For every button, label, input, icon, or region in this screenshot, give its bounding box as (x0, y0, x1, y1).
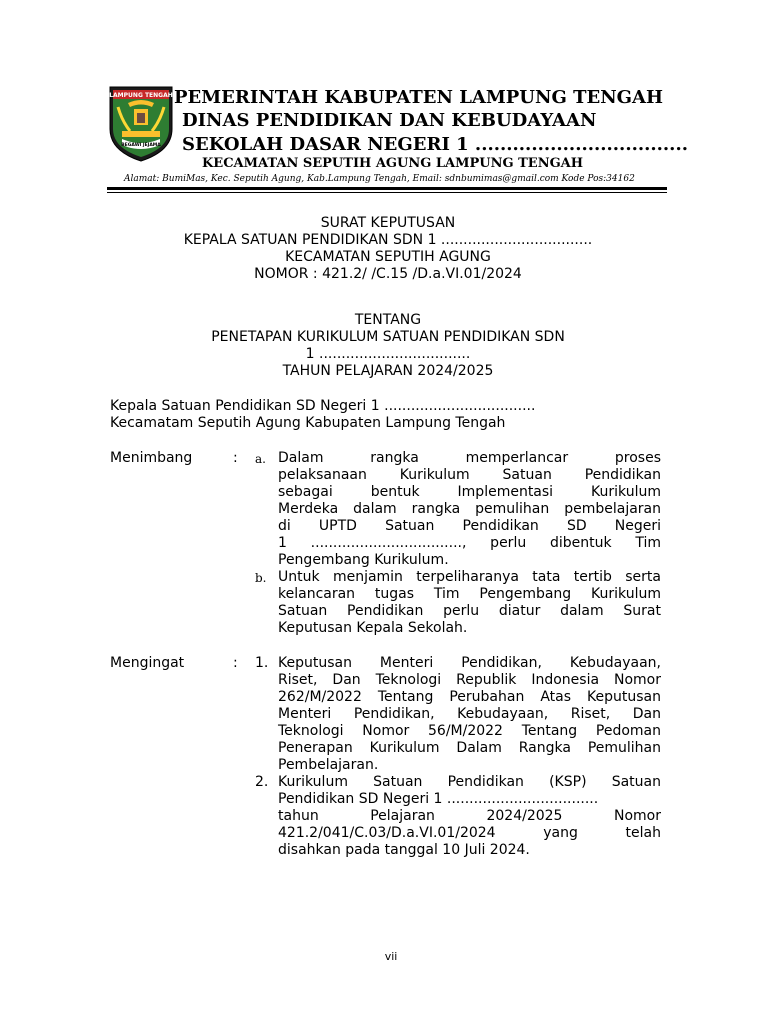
text-line: 262/M/2022 Tentang Perubahan Atas Keputusan (278, 689, 661, 705)
text-line: 1 .................................., perlu dibentuk Tim (278, 535, 661, 551)
text-line: kelancaran tugas Tim Pengembang Kurikulum (278, 586, 661, 602)
logo-caption-top: LAMPUNG TENGAH (109, 92, 173, 99)
decree-issuer: KEPALA SATUAN PENDIDIKAN SDN 1 .................................. (183, 232, 593, 248)
about-subject-cont: 1 .................................. (305, 346, 471, 362)
about-year: TAHUN PELAJARAN 2024/2025 (282, 363, 494, 379)
text-line: Teknologi Nomor 56/M/2022 Tentang Pedoman (278, 723, 661, 739)
letterhead-department: DINAS PENDIDIKAN DAN KEBUDAYAAN (182, 110, 597, 131)
text-line: Kurikulum Satuan Pendidikan (KSP) Satuan (278, 774, 661, 790)
text-line: 421.2/041/C.03/D.a.VI.01/2024 yang telah (278, 825, 661, 841)
mengingat-colon: : (233, 655, 238, 671)
about-heading: TENTANG (354, 312, 422, 328)
text-line: Satuan Pendidikan perlu diatur dalam Surat (278, 603, 661, 619)
letterhead-district: KECAMATAN SEPUTIH AGUNG LAMPUNG TENGAH (202, 156, 584, 171)
issuer-line-2: Kecamatam Seputih Agung Kabupaten Lampung Tengah (110, 415, 506, 431)
decree-number: NOMOR : 421.2/ /C.15 /D.a.VI.01/2024 (254, 266, 522, 282)
text-line: Dalam rangka memperlancar proses (278, 450, 661, 466)
text-line: Penerapan Kurikulum Dalam Rangka Pemulihan (278, 740, 661, 756)
regency-crest-logo (108, 85, 174, 163)
text-line: pelaksanaan Kurikulum Satuan Pendidikan (278, 467, 661, 483)
text-line: di UPTD Satuan Pendidikan SD Negeri (278, 518, 661, 534)
letterhead-school: SEKOLAH DASAR NEGERI 1 .................................. (182, 134, 688, 155)
about-subject: PENETAPAN KURIKULUM SATUAN PENDIDIKAN SDN (211, 329, 565, 345)
menimbang-item-b (278, 569, 661, 637)
text-line: Keputusan Menteri Pendidikan, Kebudayaan, (278, 655, 661, 671)
issuer-line-1: Kepala Satuan Pendidikan SD Negeri 1 .................................. (110, 398, 536, 414)
mengingat-marker-1: 1. (255, 655, 269, 671)
letterhead-divider-thick (107, 187, 667, 190)
text-line: Riset, Dan Teknologi Republik Indonesia Nomor (278, 672, 661, 688)
text-line: tahun Pelajaran 2024/2025 Nomor (278, 808, 661, 824)
page-number: vii (384, 950, 398, 963)
letterhead-divider-thin (107, 192, 667, 193)
text-line: Keputusan Kepala Sekolah. (278, 620, 468, 636)
text-line: Untuk menjamin terpeliharanya tata tertib serta (278, 569, 661, 585)
decree-district: KECAMATAN SEPUTIH AGUNG (285, 249, 491, 265)
menimbang-colon: : (233, 450, 238, 466)
text-line: Pendidikan SD Negeri 1 .................................. (278, 791, 599, 807)
logo-caption-bottom: BEGAWI JEJAMA (121, 143, 161, 148)
menimbang-marker-a: a. (255, 452, 266, 466)
text-line: disahkan pada tanggal 10 Juli 2024. (278, 842, 530, 858)
text-line: Menteri Pendidikan, Kebudayaan, Riset, Dan (278, 706, 661, 722)
text-line: Pengembang Kurikulum. (278, 552, 449, 568)
menimbang-label: Menimbang (110, 450, 193, 466)
mengingat-marker-2: 2. (255, 774, 269, 790)
text-line: sebagai bentuk Implementasi Kurikulum (278, 484, 661, 500)
letterhead-address: Alamat: BumiMas, Kec. Seputih Agung, Kab.Lampung Tengah, Email: sdnbumimas@gmail.com Kode Pos:34162 (124, 174, 635, 184)
letterhead-government: PEMERINTAH KABUPATEN LAMPUNG TENGAH (174, 87, 663, 108)
decree-title: SURAT KEPUTUSAN (320, 215, 456, 231)
text-line: Pembelajaran. (278, 757, 379, 773)
menimbang-item-a (278, 450, 661, 569)
mengingat-label: Mengingat (110, 655, 185, 671)
text-line: Merdeka dalam rangka pemulihan pembelajaran (278, 501, 661, 517)
mengingat-item-2 (278, 774, 661, 859)
mengingat-item-1 (278, 655, 661, 774)
menimbang-marker-b: b. (255, 571, 267, 585)
